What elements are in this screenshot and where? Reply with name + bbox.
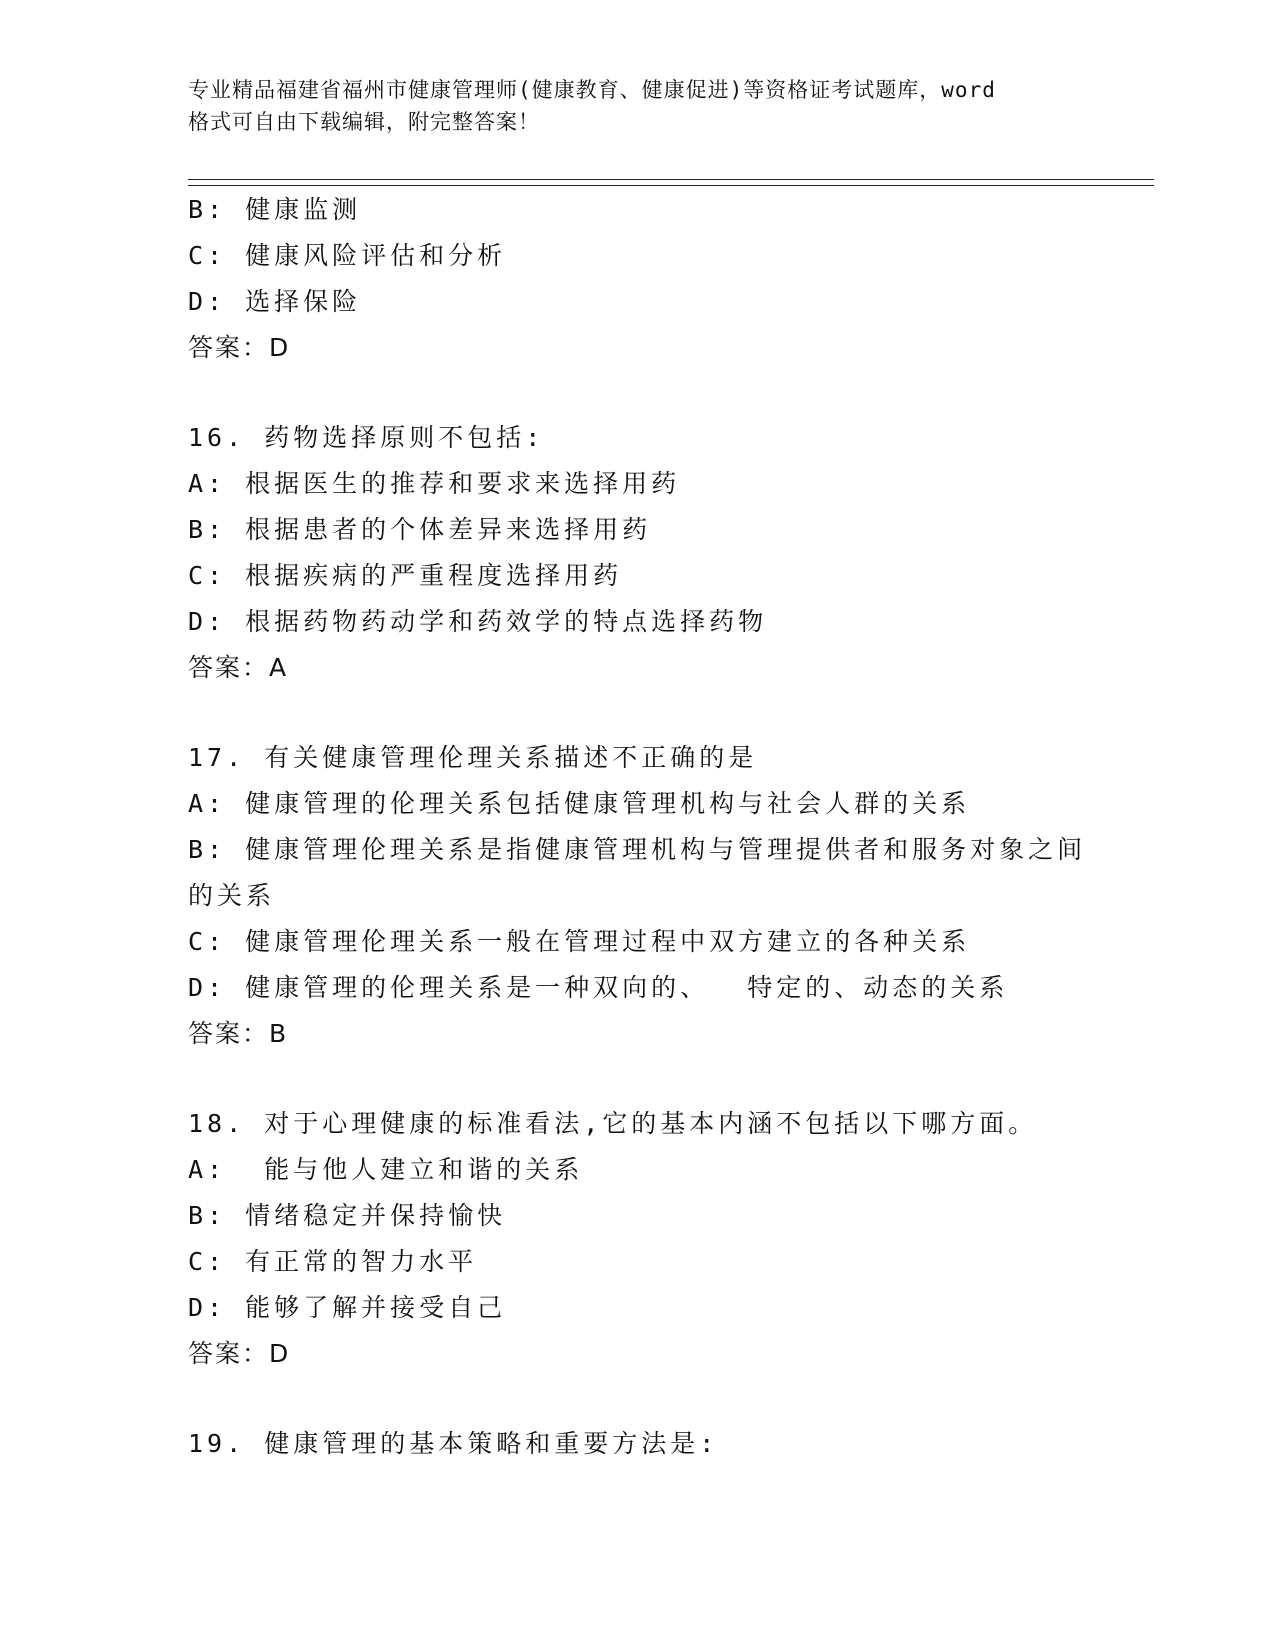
spacer [188, 1377, 1108, 1421]
header-title-line2: 格式可自由下载编辑，附完整答案！ [188, 110, 540, 134]
header-title-line1: 专业精品福建省福州市健康管理师(健康教育、健康促进)等资格证考试题库，word [188, 78, 996, 102]
question-19 [188, 1421, 1108, 1467]
option-a: A: 根据医生的推荐和要求来选择用药 [188, 469, 681, 498]
option-d: D: 能够了解并接受自己 [188, 1293, 507, 1322]
option-d: D: 健康管理的伦理关系是一种双向的、 特定的、动态的关系 [188, 973, 1009, 1002]
option-d: D: 根据药物药动学和药效学的特点选择药物 [188, 607, 768, 636]
answer-line: 答案：D [188, 1339, 291, 1368]
question-text: 16. 药物选择原则不包括: [188, 423, 545, 452]
question-text: 19. 健康管理的基本策略和重要方法是: [188, 1429, 719, 1458]
spacer [188, 371, 1108, 415]
question-18 [188, 1101, 1108, 1377]
document-body [188, 187, 1108, 1467]
question-15-continued [188, 187, 1108, 371]
option-a: A: 健康管理的伦理关系包括健康管理机构与社会人群的关系 [188, 789, 971, 818]
option-a: A: 能与他人建立和谐的关系 [188, 1155, 584, 1184]
question-17 [188, 735, 1108, 1057]
option-b: B: 情绪稳定并保持愉快 [188, 1201, 507, 1230]
question-text: 18. 对于心理健康的标准看法,它的基本内涵不包括以下哪方面。 [188, 1109, 1038, 1138]
option-b-continued: 的关系 [188, 881, 276, 910]
spacer [188, 1057, 1108, 1101]
spacer [188, 691, 1108, 735]
answer-line: 答案：D [188, 333, 291, 362]
option-b: B: 健康监测 [188, 195, 362, 224]
option-c: C: 健康风险评估和分析 [188, 241, 507, 270]
option-d: D: 选择保险 [188, 287, 362, 316]
option-c: C: 有正常的智力水平 [188, 1247, 478, 1276]
page-header [188, 74, 1088, 138]
question-16 [188, 415, 1108, 691]
option-b: B: 健康管理伦理关系是指健康管理机构与管理提供者和服务对象之间 [188, 835, 1087, 864]
option-c: C: 根据疾病的严重程度选择用药 [188, 561, 623, 590]
option-c: C: 健康管理伦理关系一般在管理过程中双方建立的各种关系 [188, 927, 971, 956]
header-divider [188, 179, 1154, 186]
answer-line: 答案：B [188, 1019, 289, 1048]
answer-line: 答案：A [188, 653, 289, 682]
question-text: 17. 有关健康管理伦理关系描述不正确的是 [188, 743, 758, 772]
option-b: B: 根据患者的个体差异来选择用药 [188, 515, 652, 544]
